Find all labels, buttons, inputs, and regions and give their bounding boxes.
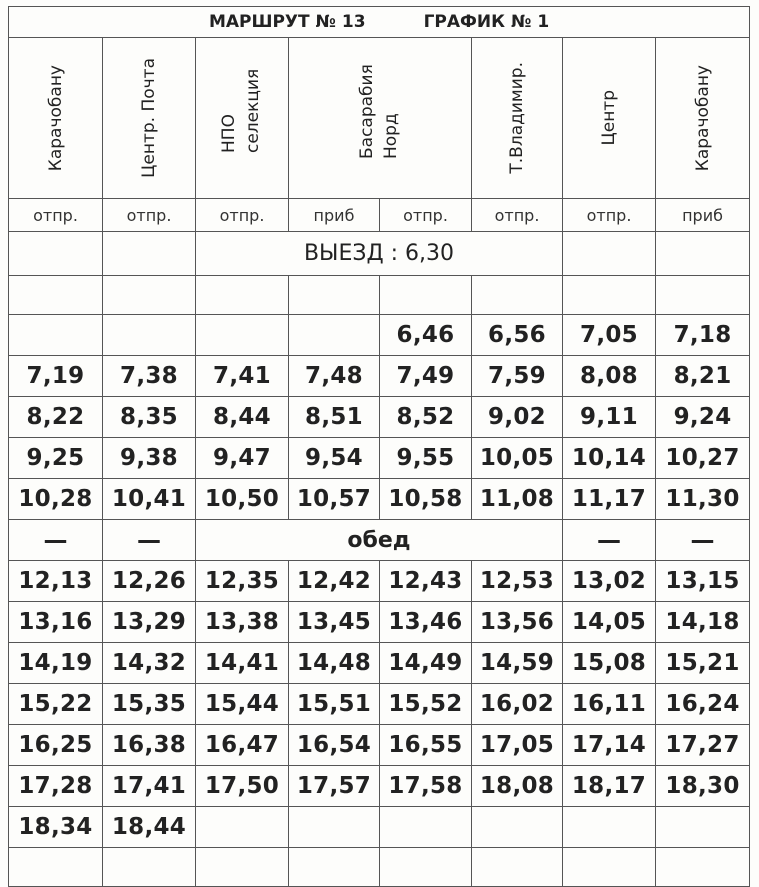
stop-cell <box>656 38 750 199</box>
time-cell: 9,11 <box>563 397 656 438</box>
time-cell: 18,44 <box>103 807 196 848</box>
time-cell: 14,48 <box>289 643 380 684</box>
time-cell: 8,51 <box>289 397 380 438</box>
time-cell: 14,32 <box>103 643 196 684</box>
time-cell: 16,24 <box>656 684 750 725</box>
time-cell: 15,52 <box>380 684 472 725</box>
stop-cell <box>472 38 563 199</box>
time-cell: 14,05 <box>563 602 656 643</box>
time-cell: 12,53 <box>472 561 563 602</box>
time-cell: 18,30 <box>656 766 750 807</box>
time-cell: 15,21 <box>656 643 750 684</box>
time-row <box>9 561 750 602</box>
time-cell: 14,49 <box>380 643 472 684</box>
time-cell: 7,59 <box>472 356 563 397</box>
time-cell: 7,41 <box>196 356 289 397</box>
time-row <box>9 479 750 520</box>
time-row <box>9 725 750 766</box>
route-number: МАРШРУТ № 13 <box>208 12 366 32</box>
stop-name: Т.Владимир. <box>507 62 527 174</box>
time-cell: 7,38 <box>103 356 196 397</box>
title-row <box>9 7 750 38</box>
time-cell: 14,18 <box>656 602 750 643</box>
time-cell: 10,58 <box>380 479 472 520</box>
lunch-row <box>9 520 750 561</box>
time-cell: 17,28 <box>9 766 103 807</box>
stop-name: Карачобану <box>692 64 713 172</box>
time-cell: 7,05 <box>563 315 656 356</box>
lunch-dash: — <box>103 520 196 561</box>
time-cell: 10,57 <box>289 479 380 520</box>
type-cell: приб <box>656 199 750 232</box>
time-cell: 14,59 <box>472 643 563 684</box>
time-row <box>9 356 750 397</box>
last-row <box>9 807 750 848</box>
time-cell: 9,24 <box>656 397 750 438</box>
lunch-dash: — <box>563 520 656 561</box>
stop-cell <box>196 38 289 199</box>
time-row <box>9 438 750 479</box>
time-cell: 15,08 <box>563 643 656 684</box>
stop-name: Басарабия Норд <box>357 64 401 159</box>
time-cell: 16,11 <box>563 684 656 725</box>
time-cell: 10,41 <box>103 479 196 520</box>
time-cell: 7,19 <box>9 356 103 397</box>
stop-cell <box>289 38 472 199</box>
time-cell: 17,14 <box>563 725 656 766</box>
time-cell: 13,45 <box>289 602 380 643</box>
time-cell: 10,27 <box>656 438 750 479</box>
time-row <box>9 684 750 725</box>
type-cell: отпр. <box>103 199 196 232</box>
time-cell: 12,26 <box>103 561 196 602</box>
time-cell: 8,22 <box>9 397 103 438</box>
time-cell: 16,54 <box>289 725 380 766</box>
lunch-dash: — <box>9 520 103 561</box>
time-cell: 15,51 <box>289 684 380 725</box>
time-cell: 9,55 <box>380 438 472 479</box>
before-lunch-rows <box>9 356 750 520</box>
empty-row <box>9 848 750 887</box>
stop-cell <box>563 38 656 199</box>
time-cell: 17,57 <box>289 766 380 807</box>
time-cell: 16,25 <box>9 725 103 766</box>
time-cell: 9,02 <box>472 397 563 438</box>
time-cell: 16,38 <box>103 725 196 766</box>
stop-name: Центр. Почта <box>139 58 159 178</box>
time-cell: 16,55 <box>380 725 472 766</box>
time-row <box>9 397 750 438</box>
time-cell: 17,50 <box>196 766 289 807</box>
schedule-number: ГРАФИК № 1 <box>423 12 550 32</box>
time-cell: 10,50 <box>196 479 289 520</box>
time-cell: 10,28 <box>9 479 103 520</box>
time-cell: 11,30 <box>656 479 750 520</box>
time-cell: 7,48 <box>289 356 380 397</box>
time-cell: 8,08 <box>563 356 656 397</box>
departure-row <box>9 232 750 276</box>
time-cell: 9,25 <box>9 438 103 479</box>
time-cell: 13,46 <box>380 602 472 643</box>
type-cell: приб <box>289 199 380 232</box>
time-cell: 17,27 <box>656 725 750 766</box>
lunch-dash: — <box>656 520 750 561</box>
empty-cell <box>9 232 103 276</box>
time-row <box>9 602 750 643</box>
time-cell: 12,35 <box>196 561 289 602</box>
departure-banner: ВЫЕЗД : 6,30 <box>196 232 563 276</box>
route-header <box>9 7 750 38</box>
time-cell: 13,38 <box>196 602 289 643</box>
stop-name: Карачобану <box>45 64 66 172</box>
schedule-table <box>8 6 750 887</box>
time-cell: 13,15 <box>656 561 750 602</box>
time-cell: 17,41 <box>103 766 196 807</box>
time-cell: 17,05 <box>472 725 563 766</box>
type-cell: отпр. <box>196 199 289 232</box>
empty-cell <box>563 232 656 276</box>
type-cell: отпр. <box>380 199 472 232</box>
empty-row <box>9 276 750 315</box>
time-cell: 13,56 <box>472 602 563 643</box>
stop-cell <box>103 38 196 199</box>
time-cell: 15,22 <box>9 684 103 725</box>
time-cell: 16,47 <box>196 725 289 766</box>
time-row <box>9 643 750 684</box>
type-cell: отпр. <box>9 199 103 232</box>
time-cell: 14,19 <box>9 643 103 684</box>
time-cell: 12,13 <box>9 561 103 602</box>
time-cell: 11,17 <box>563 479 656 520</box>
time-cell: 10,05 <box>472 438 563 479</box>
time-cell: 17,58 <box>380 766 472 807</box>
time-cell: 18,34 <box>9 807 103 848</box>
time-cell: 16,02 <box>472 684 563 725</box>
time-cell: 8,52 <box>380 397 472 438</box>
empty-cell <box>656 232 750 276</box>
time-cell: 18,17 <box>563 766 656 807</box>
time-cell: 12,42 <box>289 561 380 602</box>
time-cell: 13,02 <box>563 561 656 602</box>
time-cell: 9,54 <box>289 438 380 479</box>
empty-cell <box>103 232 196 276</box>
after-lunch-rows <box>9 561 750 807</box>
time-cell: 7,49 <box>380 356 472 397</box>
lunch-label: обед <box>196 520 563 561</box>
time-cell: 15,35 <box>103 684 196 725</box>
time-cell: 13,16 <box>9 602 103 643</box>
type-cell: отпр. <box>472 199 563 232</box>
time-cell: 6,46 <box>380 315 472 356</box>
stop-name: Центр <box>599 90 619 146</box>
time-cell: 13,29 <box>103 602 196 643</box>
first-trip-row <box>9 315 750 356</box>
time-cell: 10,14 <box>563 438 656 479</box>
time-cell: 8,44 <box>196 397 289 438</box>
types-row <box>9 199 750 232</box>
time-cell: 12,43 <box>380 561 472 602</box>
time-cell: 11,08 <box>472 479 563 520</box>
stop-name: НПО селекция <box>219 68 263 153</box>
time-cell: 8,21 <box>656 356 750 397</box>
stops-row <box>9 38 750 199</box>
time-row <box>9 766 750 807</box>
time-cell: 8,35 <box>103 397 196 438</box>
stop-cell <box>9 38 103 199</box>
time-cell: 6,56 <box>472 315 563 356</box>
time-cell: 7,18 <box>656 315 750 356</box>
time-cell: 9,47 <box>196 438 289 479</box>
time-cell: 18,08 <box>472 766 563 807</box>
type-cell: отпр. <box>563 199 656 232</box>
time-cell: 9,38 <box>103 438 196 479</box>
time-cell: 14,41 <box>196 643 289 684</box>
time-cell: 15,44 <box>196 684 289 725</box>
